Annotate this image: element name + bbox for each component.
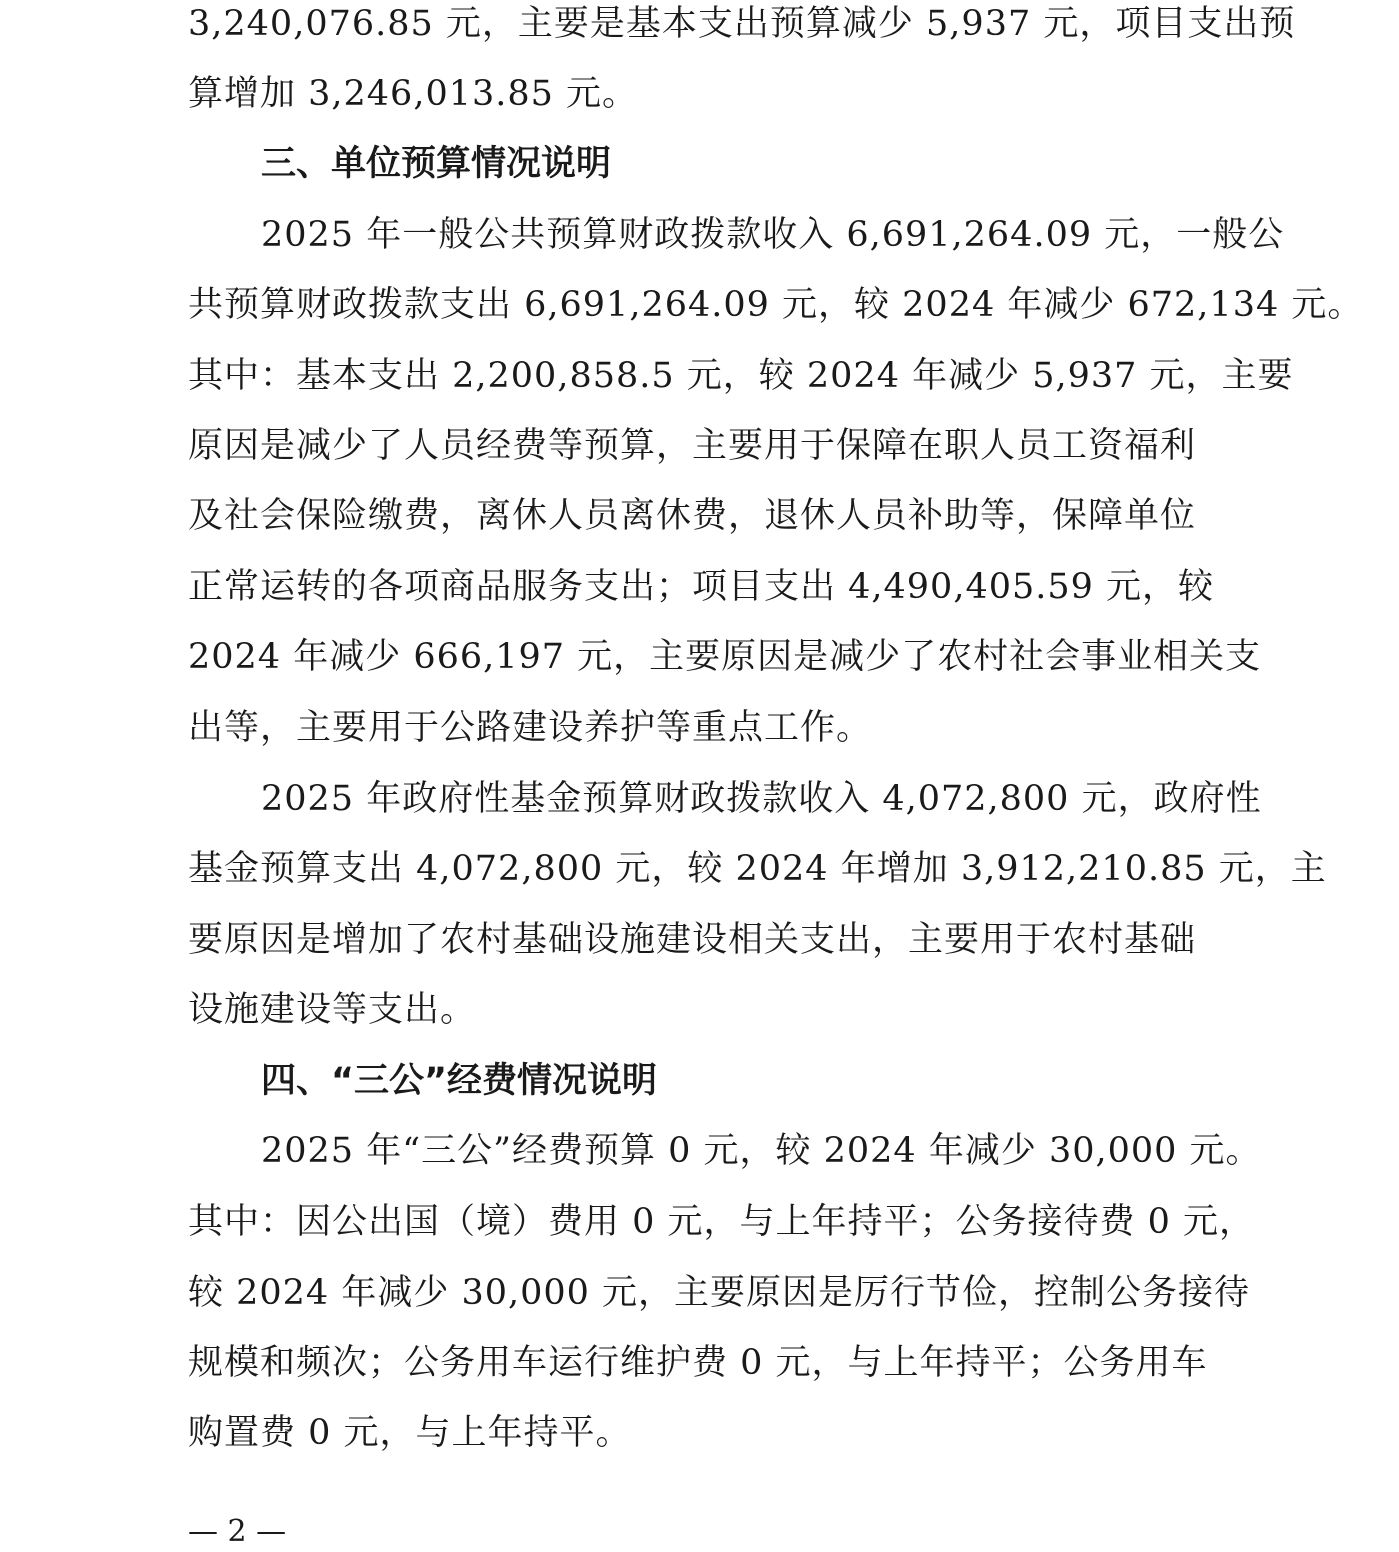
paragraph-line: 2025 年一般公共预算财政拨款收入 6,691,264.09 元，一般公 <box>261 215 1285 255</box>
paragraph-line: 设施建设等支出。 <box>188 990 477 1030</box>
paragraph-line: 3,240,076.85 元，主要是基本支出预算减少 5,937 元，项目支出预 <box>188 4 1296 44</box>
section-heading-4: 四、“三公”经费情况说明 <box>261 1061 658 1101</box>
paragraph-line: 基金预算支出 4,072,800 元，较 2024 年增加 3,912,210.85 元，主 <box>188 849 1327 889</box>
paragraph-line: 2024 年减少 666,197 元，主要原因是减少了农村社会事业相关支 <box>188 637 1262 677</box>
paragraph-line: 2025 年政府性基金预算财政拨款收入 4,072,800 元，政府性 <box>261 779 1262 819</box>
paragraph-line: 其中：基本支出 2,200,858.5 元，较 2024 年减少 5,937 元，主要 <box>188 356 1294 396</box>
paragraph-line: 正常运转的各项商品服务支出；项目支出 4,490,405.59 元，较 <box>188 567 1215 607</box>
paragraph-line: 要原因是增加了农村基础设施建设相关支出，主要用于农村基础 <box>188 920 1197 960</box>
section-heading-3: 三、单位预算情况说明 <box>261 144 612 184</box>
paragraph-line: 共预算财政拨款支出 6,691,264.09 元，较 2024 年减少 672,134 元。 <box>188 285 1364 325</box>
paragraph-line: 出等，主要用于公路建设养护等重点工作。 <box>188 708 873 748</box>
paragraph-line: 购置费 0 元，与上年持平。 <box>188 1413 632 1453</box>
paragraph-line: 及社会保险缴费，离休人员离休费，退休人员补助等，保障单位 <box>188 496 1197 536</box>
paragraph-line: 原因是减少了人员经费等预算，主要用于保障在职人员工资福利 <box>188 426 1197 466</box>
paragraph-line: 其中：因公出国（境）费用 0 元，与上年持平；公务接待费 0 元， <box>188 1202 1256 1242</box>
paragraph-line: 较 2024 年减少 30,000 元，主要原因是厉行节俭，控制公务接待 <box>188 1273 1251 1313</box>
paragraph-line: 规模和频次；公务用车运行维护费 0 元，与上年持平；公务用车 <box>188 1343 1208 1383</box>
paragraph-line: 算增加 3,246,013.85 元。 <box>188 74 639 114</box>
page-number: — 2 — <box>188 1514 287 1549</box>
paragraph-line: 2025 年“三公”经费预算 0 元，较 2024 年减少 30,000 元。 <box>261 1131 1262 1171</box>
